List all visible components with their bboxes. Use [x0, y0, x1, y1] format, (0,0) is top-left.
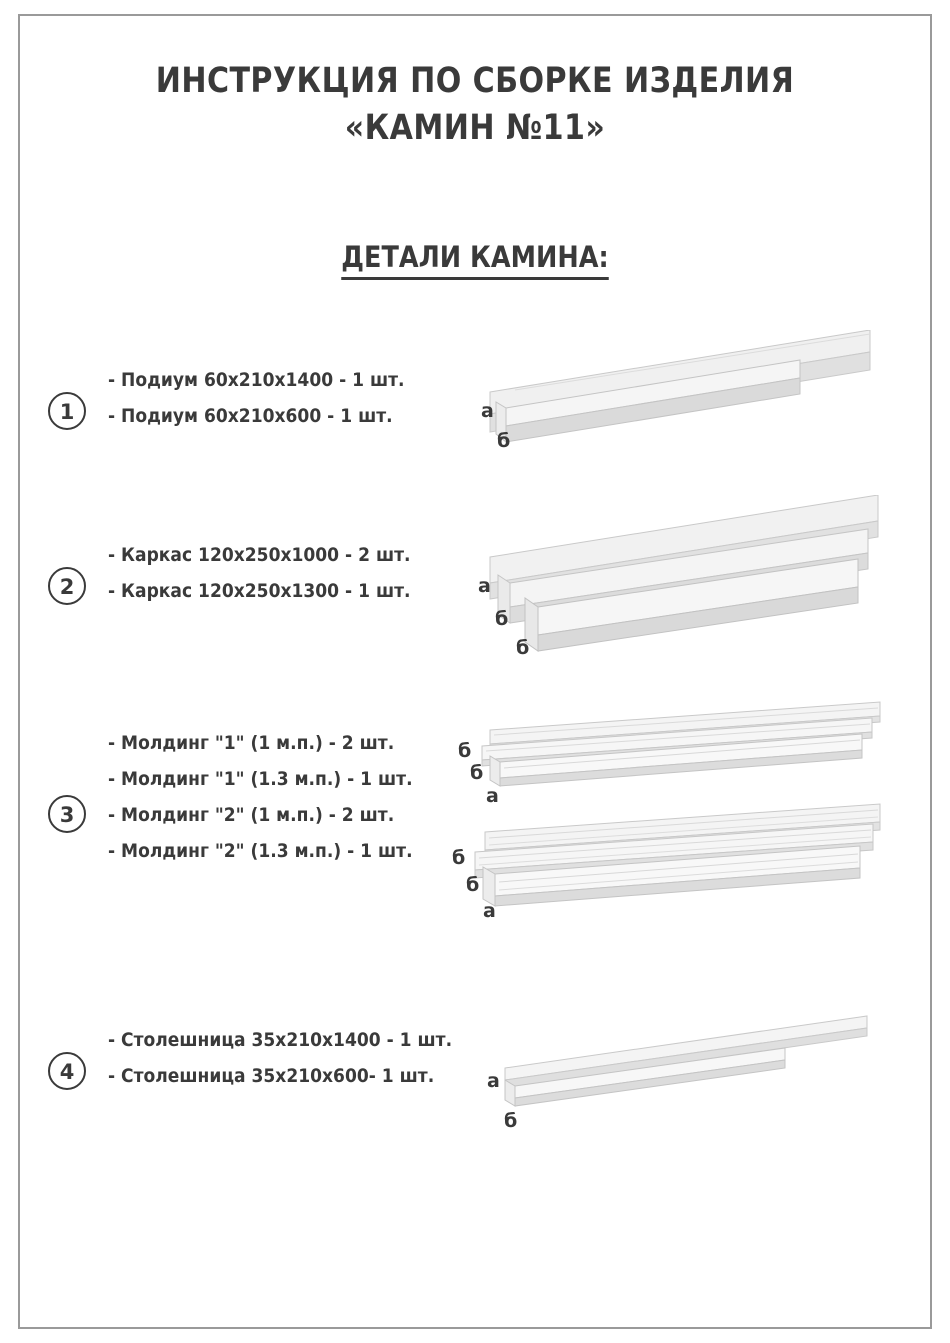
title-line-2: «КАМИН №11» [344, 108, 606, 149]
section-heading [57, 240, 893, 274]
part-illustration-frame [468, 495, 888, 660]
part-label: а [481, 400, 494, 422]
list-item: - Каркас 120х250х1000 - 2 шт. [108, 544, 411, 566]
parts-list-1 [108, 362, 438, 434]
part-label: а [478, 575, 491, 597]
step-number-4: 4 [48, 1052, 86, 1090]
page-title [0, 58, 950, 153]
list-item: - Каркас 120х250х1300 - 1 шт. [108, 580, 411, 603]
part-label: б [495, 608, 509, 630]
parts-row-4 [0, 1010, 950, 1150]
part-label: б [452, 847, 466, 869]
part-label: а [486, 785, 499, 807]
step-number-3: 3 [48, 795, 86, 833]
step-number-2: 2 [48, 567, 86, 605]
step-number-1: 1 [48, 392, 86, 430]
parts-list-3 [108, 725, 446, 869]
part-illustration-countertop [485, 1010, 885, 1140]
section-heading-text: ДЕТАЛИ КАМИНА: [341, 240, 608, 280]
part-illustration-molding-2 [455, 802, 895, 932]
parts-row-3 [0, 690, 950, 940]
part-label: б [497, 430, 511, 452]
part-label: а [487, 1070, 500, 1092]
part-label: б [470, 762, 484, 784]
list-item: - Молдинг "1" (1 м.п.) - 2 шт. [108, 732, 395, 754]
part-label: а [483, 900, 496, 922]
parts-list-4 [108, 1022, 490, 1094]
list-item: - Молдинг "2" (1 м.п.) - 2 шт. [108, 804, 395, 827]
part-label: б [458, 740, 472, 762]
parts-row-2 [0, 495, 950, 670]
part-label: б [466, 874, 480, 896]
part-illustration-podium [470, 330, 890, 460]
title-line-1: ИНСТРУКЦИЯ ПО СБОРКЕ ИЗДЕЛИЯ [155, 61, 795, 101]
list-item: - Столешница 35х210х1400 - 1 шт. [108, 1029, 453, 1051]
list-item: - Молдинг "2" (1.3 м.п.) - 1 шт. [108, 840, 413, 863]
list-item: - Молдинг "1" (1.3 м.п.) - 1 шт. [108, 768, 413, 791]
parts-row-1 [0, 340, 950, 490]
parts-list-2 [108, 537, 444, 609]
part-illustration-molding-1 [460, 690, 890, 810]
part-label: б [504, 1110, 518, 1132]
part-label: б [516, 637, 530, 659]
list-item: - Подиум 60х210х1400 - 1 шт. [108, 369, 405, 391]
list-item: - Подиум 60х210х600 - 1 шт. [108, 405, 393, 428]
list-item: - Столешница 35х210х600- 1 шт. [108, 1065, 435, 1088]
